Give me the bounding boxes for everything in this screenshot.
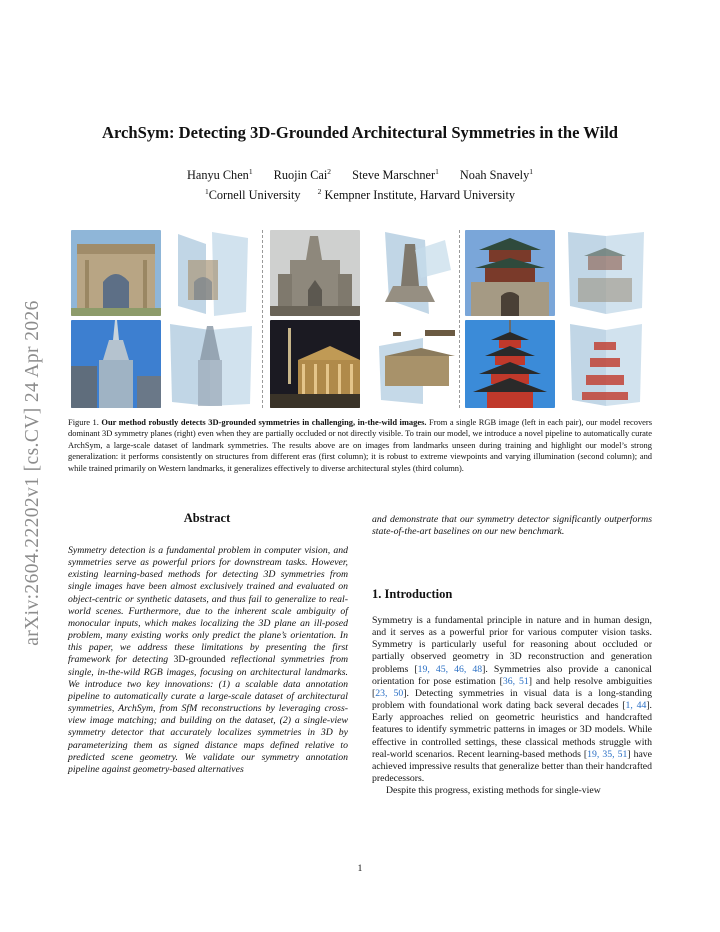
figure-image [71, 320, 161, 408]
figure-image [560, 230, 650, 316]
introduction-body [372, 615, 652, 797]
affiliation: $^2$ Kempner Institute, Harvard University [317, 186, 516, 202]
author: Ruojin Cai$^2$ [273, 166, 332, 182]
figure-image [166, 320, 256, 408]
intro-paragraph: Despite this progress, existing methods for single-view [386, 785, 601, 797]
citation-link[interactable]: 36, 51 [502, 675, 529, 687]
intro-paragraph: Symmetry is a fundamental principle in nature and in human design, and it serves as a powerful prior for various computer vision tasks. Symmetry is particularly useful for reasoning about occluded or partially observed geometry in 3D reconstruction and generation problems [19, 45, 46, 48]. Symmetries also provide a canonical orientation for pose estimation [36, 51] and help resolve ambiguities [23, 50]. Detecting symmetries in visual data is a long-standing problem with foundational work dating back several decades [1, 44]. Early approaches relied on geometric heuristics and handcrafted features to identify symmetric patterns in images or 3D models. While effective in controlled settings, these classical methods struggle with real-world scenarios. Recent learning-based methods [19, 35, 51] have achieved impressive results that generalize better than their handcrafted predecessors. [372, 615, 653, 785]
citation-link[interactable]: 1, 44 [625, 700, 647, 712]
affiliation: $^1$Cornell University [204, 186, 301, 202]
figure-image [465, 320, 555, 408]
figure-image [365, 320, 455, 408]
figure-image [465, 230, 555, 316]
caption-label: Figure 1. [68, 417, 99, 427]
caption-bold: Our method robustly detects 3D-grounded symmetries in challenging, in-the-wild images. [101, 417, 427, 427]
citation-link[interactable]: 19, 45, 46, 48 [417, 663, 483, 675]
figure-caption [68, 417, 652, 474]
author: Hanyu Chen$^1$ [186, 166, 253, 182]
abstract-continuation: and demonstrate that our symmetry detector significantly outperforms state-of-the-art baselines on our new benchmark. [372, 514, 652, 538]
page-number: 1 [357, 863, 363, 874]
figure-image [560, 320, 650, 408]
column-divider [459, 230, 460, 408]
figure-image [270, 320, 360, 408]
author-list [40, 168, 680, 183]
figure-image [365, 230, 455, 316]
abstract-heading: Abstract [183, 511, 231, 525]
author: Steve Marschner$^1$ [352, 166, 439, 182]
figure-image [166, 230, 256, 316]
paper-title: ArchSym: Detecting 3D-Grounded Architectural Symmetries in the Wild [101, 123, 619, 142]
column-divider [262, 230, 263, 408]
caption-text: From a single RGB image (left in each pair), our model recovers dominant 3D symmetry planes (right) even when they are partially occluded or not directly visible. To train our model, we introduce a novel pipeline to automatically curate ArchSym, a large-scale dataset of landmark symmetries. The results above are on images from landmarks unseen during training and highlight our model’s strong generalization: it performs consistently on structures from different eras (first column); it is robust to extreme viewpoints and varying illumination (second column); and while trained primarily on Western landmarks, it generalizes effectively to diverse architectural styles (third column). [68, 417, 653, 473]
author: Noah Snavely$^1$ [459, 166, 533, 182]
figure-image [270, 230, 360, 316]
figure-image [71, 230, 161, 316]
arxiv-id: arXiv:2604.22202v1 [cs.CV] 24 Apr 2026 [22, 300, 43, 646]
abstract-body: Symmetry detection is a fundamental problem in computer vision, and symmetries serve as powerful priors for downstream tasks. However, existing learning-based methods for detecting 3D symmetries from single images have been almost exclusively trained and evaluated on object-centric or synthetic datasets, and thus fail to generalize to real-world scenes. Furthermore, due to the inherent scale ambiguity of monocular inputs, which makes localizing the 3D plane an ill-posed problem, many existing works only predict the plane’s orientation. In this paper, we address these limitations by presenting the first framework for detecting 3D-grounded reflectional symmetries from single, in-the-wild RGB images, focusing on architectural landmarks. We introduce two key innovations: (1) a scalable data annotation pipeline to automatically curate a large-scale dataset of architectural symmetries, ArchSym, from SfM reconstructions by leveraging cross-view image matching; and building on the dataset, (2) a single-view symmetry detector that accurately localizes symmetries in 3D by parameterizing them as signed distance maps defined relative to predicted scene geometry. We validate our symmetry annotation pipeline against geometry-based alternatives [68, 545, 349, 775]
citation-link[interactable]: 23, 50 [375, 687, 404, 699]
citation-link[interactable]: 19, 35, 51 [587, 748, 628, 760]
section-heading-introduction: 1. Introduction [372, 587, 453, 601]
affiliation-list [40, 188, 680, 203]
arxiv-stamp [18, 268, 48, 678]
